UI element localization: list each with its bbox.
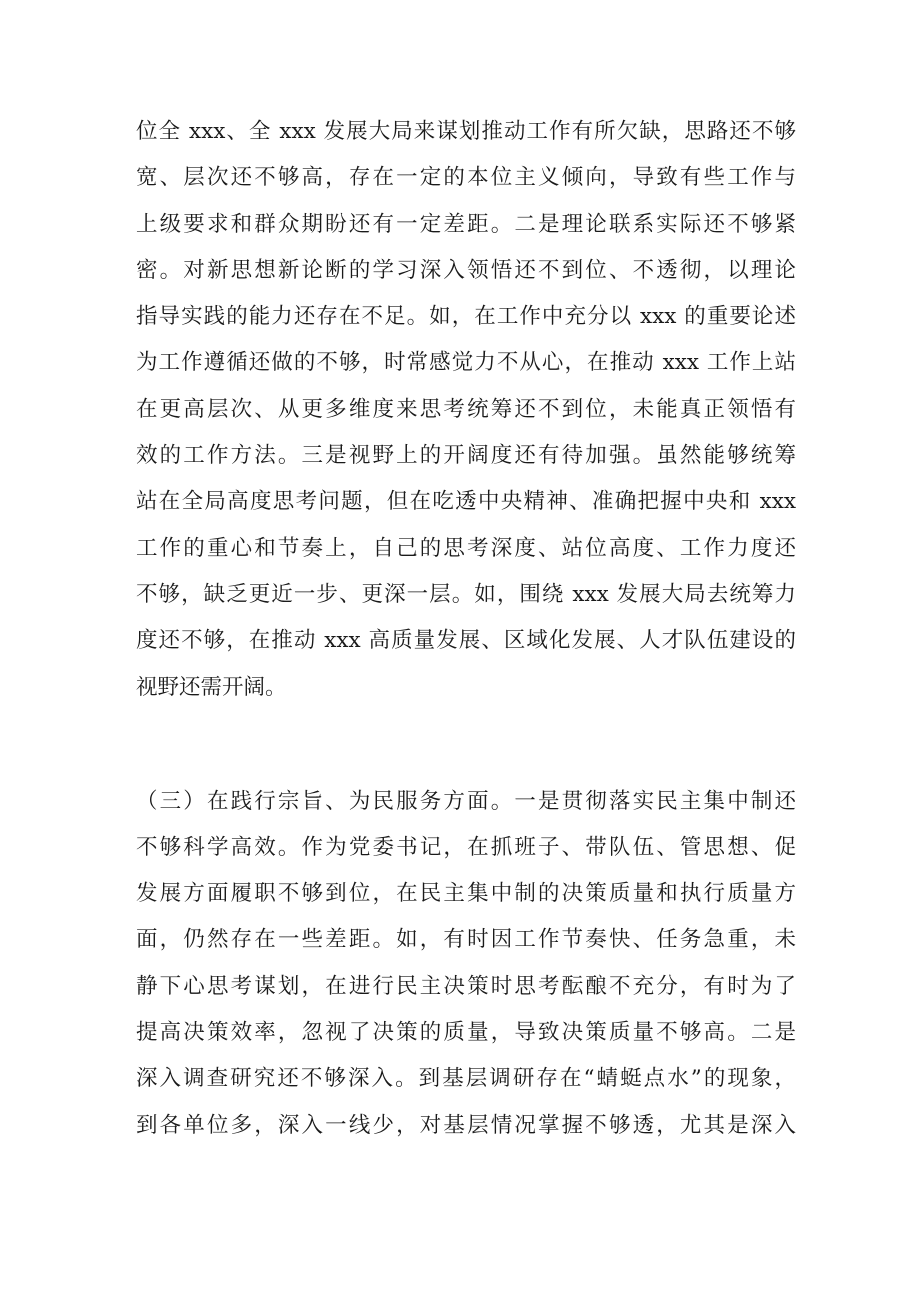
text-line: 度还不够，在推动 xxx 高质量发展、区域化发展、人才队伍建设的 — [136, 628, 796, 653]
text-line: （三）在践行宗旨、为民服务方面。一是贯彻落实民主集中制还 — [136, 789, 796, 814]
text-line: 位全 xxx、全 xxx 发展大局来谋划推动工作有所欠缺，思路还不够 — [136, 119, 796, 144]
text-line: 深入调查研究还不够深入。到基层调研存在“蜻蜓点水”的现象， — [136, 1066, 796, 1091]
text-line: 站在全局高度思考问题，但在吃透中央精神、准确把握中央和 xxx — [136, 489, 796, 514]
text-line: 效的工作方法。三是视野上的开阔度还有待加强。虽然能够统筹 — [136, 443, 796, 468]
text-line: 到各单位多，深入一线少，对基层情况掌握不够透，尤其是深入 — [136, 1113, 796, 1138]
text-line: 工作的重心和节奏上，自己的思考深度、站位高度、工作力度还 — [136, 536, 796, 561]
text-line: 宽、层次还不够高，存在一定的本位主义倾向，导致有些工作与 — [136, 165, 796, 190]
text-line: 在更高层次、从更多维度来思考统筹还不到位，未能真正领悟有 — [136, 397, 796, 422]
text-line: 面，仍然存在一些差距。如，有时因工作节奏快、任务急重，未 — [136, 927, 796, 952]
text-line: 不够科学高效。作为党委书记，在抓班子、带队伍、管思想、促 — [136, 835, 796, 860]
text-line: 指导实践的能力还存在不足。如，在工作中充分以 xxx 的重要论述 — [136, 304, 796, 329]
text-line: 视野还需开阔。 — [136, 675, 287, 700]
text-line: 提高决策效率，忽视了决策的质量，导致决策质量不够高。二是 — [136, 1020, 796, 1045]
text-line: 发展方面履职不够到位，在民主集中制的决策质量和执行质量方 — [136, 881, 796, 906]
text-line: 静下心思考谋划，在进行民主决策时思考酝酿不充分，有时为了 — [136, 974, 796, 999]
text-line: 上级要求和群众期盼还有一定差距。二是理论联系实际还不够紧 — [136, 212, 796, 237]
text-line: 不够，缺乏更近一步、更深一层。如，围绕 xxx 发展大局去统筹力 — [136, 582, 796, 607]
text-line: 密。对新思想新论断的学习深入领悟还不到位、不透彻，以理论 — [136, 258, 796, 283]
text-line: 为工作遵循还做的不够，时常感觉力不从心，在推动 xxx 工作上站 — [136, 350, 796, 375]
